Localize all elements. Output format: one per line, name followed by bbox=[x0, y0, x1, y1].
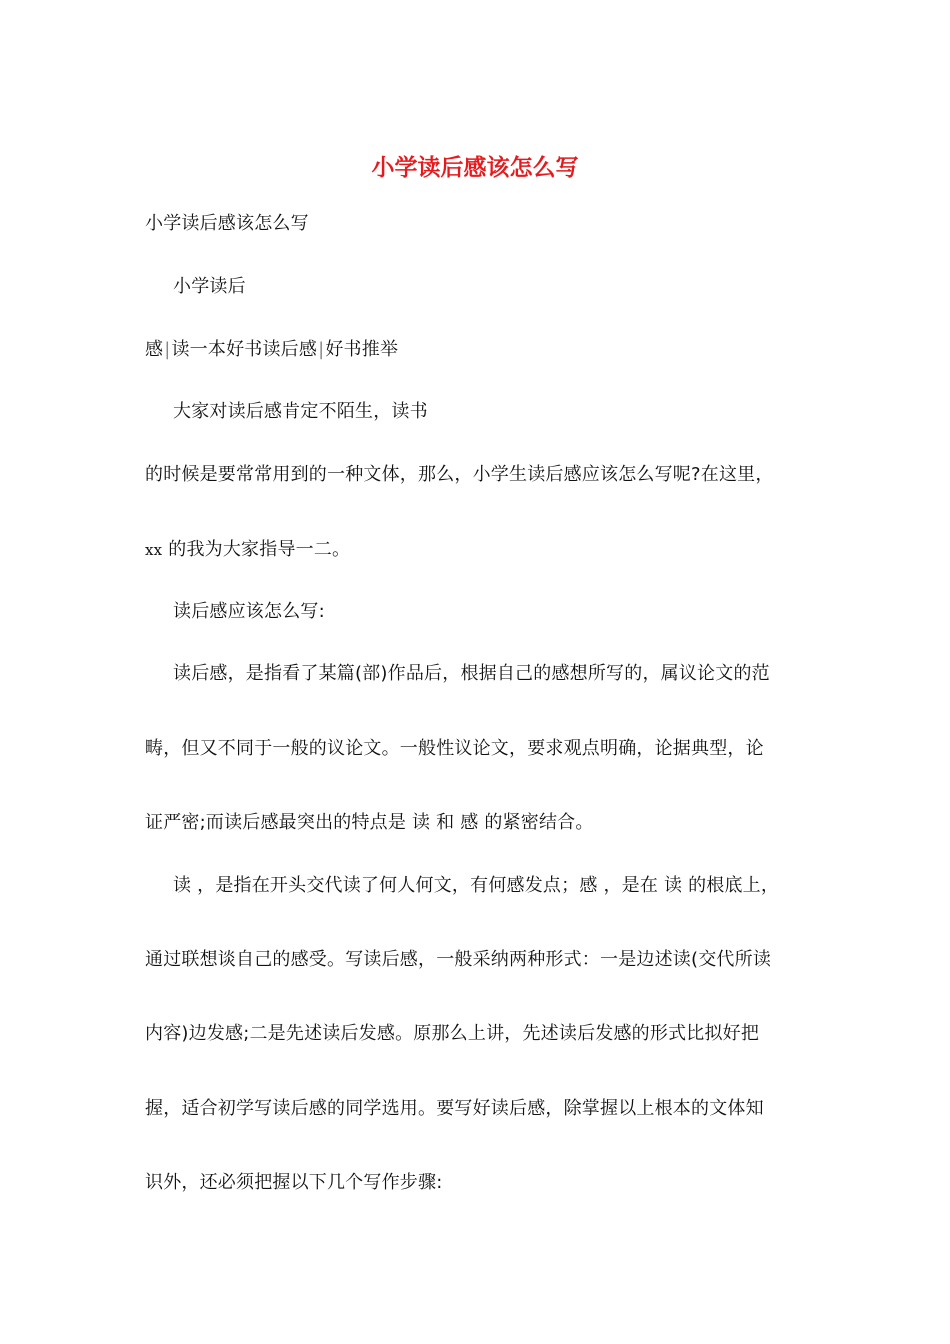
paragraph-line-14: 识外，还必须把握以下几个写作步骤: bbox=[145, 1172, 443, 1193]
paragraph-line-12: 内容)边发感;二是先述读后发感。原那么上讲，先述读后发感的形式比拟好把 bbox=[145, 1023, 760, 1044]
paragraph-line-9: 证严密;而读后感最突出的特点是 读 和 感 的紧密结合。 bbox=[145, 812, 594, 833]
paragraph-line-2 bbox=[145, 337, 398, 363]
paragraph-line-11: 通过联想谈自己的感受。写读后感，一般采纳两种形式：一是边述读(交代所读 bbox=[145, 949, 772, 970]
text-fragment-xx: xx bbox=[145, 541, 163, 559]
paragraph-line-3: 大家对读后感肯定不陌生，读书 bbox=[173, 401, 428, 422]
paragraph-line-5 bbox=[145, 537, 350, 563]
paragraph-line-4: 的时候是要常常用到的一种文体，那么，小学生读后感应该怎么写呢?在这里， bbox=[145, 464, 774, 485]
text-fragment-guide: 的我为大家指导一二。 bbox=[168, 539, 351, 560]
paragraph-line-6: 读后感应该怎么写: bbox=[173, 601, 325, 622]
separator-bar: | bbox=[318, 339, 325, 360]
document-title: 小学读后感该怎么写 bbox=[371, 154, 579, 181]
separator-bar: | bbox=[164, 339, 171, 360]
text-fragment-recommend: 好书推举 bbox=[325, 339, 399, 360]
paragraph-line-7: 读后感，是指看了某篇(部)作品后，根据自己的感想所写的，属议论文的范 bbox=[173, 663, 770, 684]
paragraph-line-1: 小学读后 bbox=[173, 276, 246, 297]
paragraph-line-13: 握，适合初学写读后感的同学选用。要写好读后感，除掌握以上根本的文体知 bbox=[145, 1098, 764, 1119]
text-fragment-book-review: 读一本好书读后感 bbox=[171, 339, 318, 360]
paragraph-line-8: 畴，但又不同于一般的议论文。一般性议论文，要求观点明确，论据典型，论 bbox=[145, 738, 764, 759]
paragraph-line-10: 读 ，是指在开头交代读了何人何文，有何感发点；感 ，是在 读 的根底上， bbox=[173, 875, 780, 896]
document-heading: 小学读后感该怎么写 bbox=[145, 213, 309, 234]
text-fragment-gan: 感 bbox=[145, 339, 164, 360]
